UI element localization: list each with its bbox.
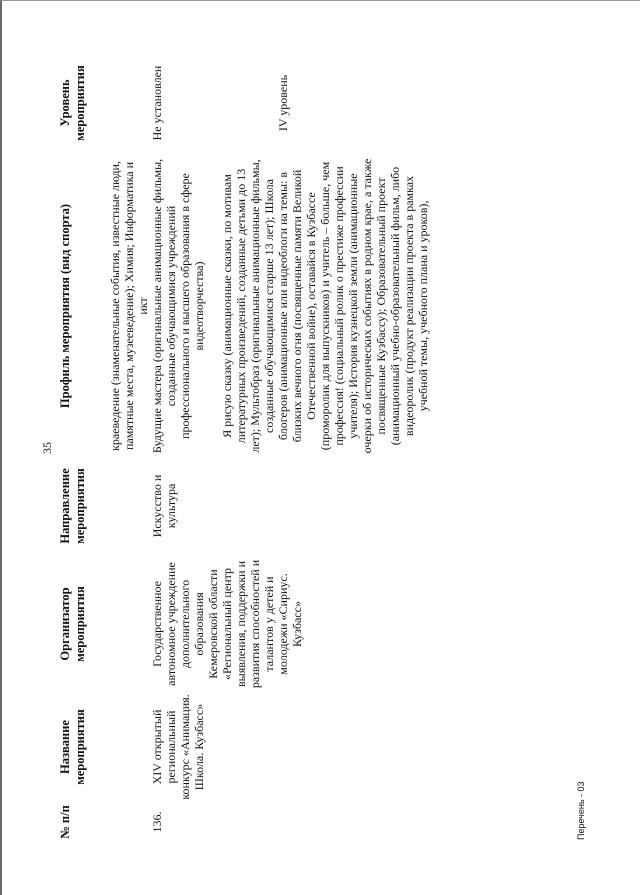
profile-list: Я рисую сказку (анимационные сказки, по мотивам литературных произведений, созданные детьми до 13 лет); Мультобраз (оригинальные анимационные фильмы, созданные обучающимися старше 13 лет); Школа блогеров (анимационные или видеоблоги на темы: в близких вечного огня (посвященные памяти Великой Отечественной войне), оставайся в Кузбассе (проморолик для выпускников) и учитель – больше, чем профессия! (социальный ролик о престиже профессии учителя); История кузнецкой земли (анимационные очерки об исторических событиях в родном крае, а также посвященные Кузбассу); Образовательный проект (анимационный учебно-образовательный фильм, либо видеоролик (продукт реализации проекта в рамках учебной темы, учебного плана и уроков),: [220, 158, 430, 453]
header-name: Название мероприятия: [58, 708, 87, 785]
continuation-profile: краеведение (знаменательные события, известные люди, памятные места, музееведение); Химия; Информатика и икт: [108, 160, 150, 451]
header-level: Уровень мероприятия: [58, 64, 87, 141]
header-direction: Направление мероприятия: [58, 467, 87, 544]
table-row: [150, 50, 430, 842]
page-number: 35: [40, 441, 54, 454]
events-table: [58, 50, 430, 842]
row-num: 136.: [150, 811, 164, 832]
row-level: [150, 50, 430, 156]
profile-future-masters: Будущие мастера (оригинальные анимационные фильмы, созданные обучающимися учреждений профессионального и высшего образования в сфере видеотворчества): [150, 158, 206, 453]
footer-code: Перечень - 03: [576, 780, 586, 840]
header-organizer: Организатор мероприятия: [58, 585, 87, 662]
level-iv: IV уровень: [276, 74, 290, 131]
header-profile: Профиль мероприятия (вид спорта): [58, 203, 72, 408]
row-organizer: Государственное автономное учреждение дополнительного образования Кемеровской области «Региональный центр выявления, поддержки и развития способностей и талантов у детей и молодежи «Сириус. Кузбасс»: [150, 559, 304, 688]
row-profile: [150, 156, 430, 456]
rotated-page: [40, 28, 600, 868]
continuation-row: [108, 50, 150, 842]
row-direction: Искусство и культура: [150, 474, 178, 537]
table-header-row: [58, 50, 108, 842]
row-name: XIV открытый региональный конкурс «Анимация. Школа. Кузбасс»: [150, 693, 206, 800]
header-num: № п/п: [58, 804, 72, 839]
level-not-set: Не установлен: [150, 65, 164, 140]
